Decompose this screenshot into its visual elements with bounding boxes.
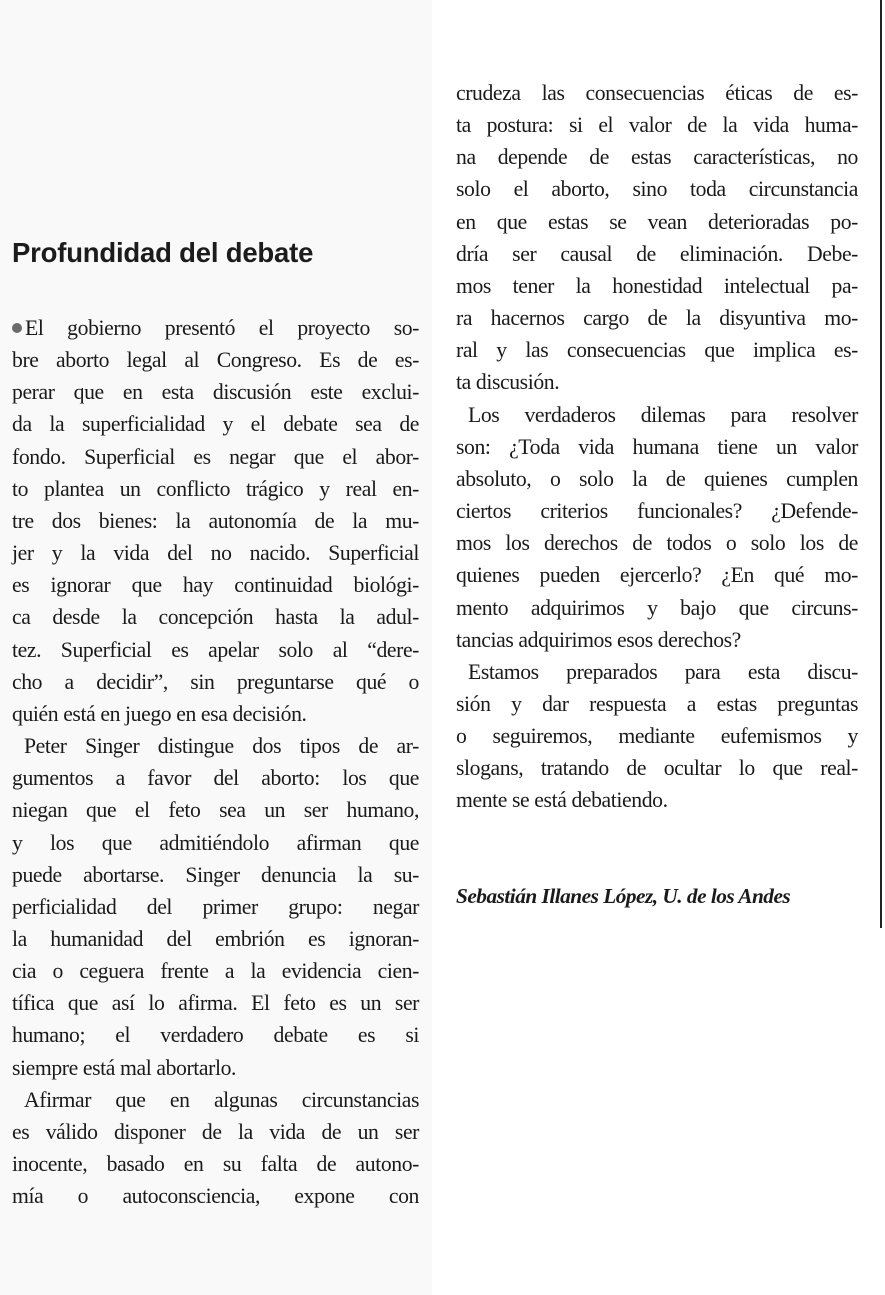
text-line: jer y la vida del no nacido. Superficial	[12, 541, 419, 566]
article-title: Profundidad del debate	[12, 237, 314, 268]
paragraph-3-continued	[456, 77, 858, 399]
text-line: cho a decidir”, sin preguntarse qué o	[12, 669, 419, 694]
text-line: ra hacernos cargo de la disyuntiva mo-	[456, 306, 858, 331]
text-line: es válido disponer de la vida de un ser	[12, 1119, 419, 1144]
text-line: Afirmar que en algunas circunstancias	[24, 1087, 419, 1112]
text-line: sión y dar respuesta a estas preguntas	[456, 691, 858, 716]
text-line: perar que en esta discusión este exclui-	[12, 380, 419, 405]
text-line: son: ¿Toda vida humana tiene un valor	[456, 434, 858, 459]
text-line: tancias adquirimos esos derechos?	[456, 627, 741, 652]
author-signature: Sebastián Illanes López, U. de los Andes	[456, 884, 791, 908]
text-line: es ignorar que hay continuidad biológi-	[12, 573, 419, 598]
text-line: bre aborto legal al Congreso. Es de es-	[12, 348, 419, 373]
text-line: humano; el verdadero debate es si	[12, 1023, 419, 1048]
text-line: to plantea un conflicto trágico y real en-	[12, 476, 419, 501]
text-line: y los que admitiéndolo afirman que	[12, 830, 419, 855]
column-divider	[880, 0, 882, 928]
paragraph-5	[456, 656, 858, 817]
text-line: gumentos a favor del aborto: los que	[12, 766, 419, 791]
text-line: solo el aborto, sino toda circunstancia	[456, 177, 858, 202]
paragraph-1	[12, 312, 419, 730]
text-line: tífica que así lo afirma. El feto es un ser	[12, 991, 419, 1016]
text-line: na depende de estas características, no	[456, 145, 858, 170]
text-line: ca desde la concepción hasta la adul-	[12, 605, 419, 630]
text-line: crudeza las consecuencias éticas de es-	[456, 81, 858, 105]
text-line: mente se está debatiendo.	[456, 788, 668, 813]
text-line: tre dos bienes: la autonomía de la mu-	[12, 508, 419, 533]
paragraph-4	[456, 399, 858, 656]
paragraph-2	[12, 730, 419, 1084]
text-line: puede abortarse. Singer denuncia la su-	[12, 862, 419, 887]
text-line: fondo. Superficial es negar que el abor-	[12, 444, 419, 469]
text-line: siempre está mal abortarlo.	[12, 1055, 237, 1080]
left-column-text	[12, 312, 419, 1212]
text-line: ral y las consecuencias que implica es-	[456, 338, 858, 363]
text-line: slogans, tratando de ocultar lo que real-	[456, 756, 858, 781]
text-line: mos los derechos de todos o solo los de	[456, 531, 858, 556]
text-line: quién está en juego en esa decisión.	[12, 701, 307, 726]
text-line: ciertos criterios funcionales? ¿Defende-	[456, 499, 858, 524]
text-line: dría ser causal de eliminación. Debe-	[456, 241, 858, 266]
text-line: inocente, basado en su falta de autono-	[12, 1152, 419, 1177]
text-line: mía o autoconsciencia, expone con	[12, 1184, 419, 1209]
text-line: niegan que el feto sea un ser humano,	[12, 798, 419, 823]
paragraph-3	[12, 1084, 419, 1213]
text-line: ta postura: si el valor de la vida huma-	[456, 113, 858, 138]
text-line: absoluto, o solo la de quienes cumplen	[456, 466, 858, 491]
text-line: o seguiremos, mediante eufemismos y	[456, 724, 858, 749]
text-line: perficialidad del primer grupo: negar	[12, 894, 419, 919]
text-line: El gobierno presentó el proyecto so-	[12, 312, 419, 344]
text-line: la humanidad del embrión es ignoran-	[12, 926, 419, 951]
text-line: Estamos preparados para esta discu-	[468, 659, 858, 684]
text-line: en que estas se vean deterioradas po-	[456, 209, 858, 234]
text-line: cia o ceguera frente a la evidencia cien-	[12, 959, 419, 984]
text-line: tez. Superficial es apelar solo al “dere-	[12, 637, 419, 662]
text-line: ta discusión.	[456, 370, 560, 395]
text-line: da la superficialidad y el debate sea de	[12, 412, 419, 437]
text-line: Peter Singer distingue dos tipos de ar-	[24, 734, 419, 759]
text-line: mos tener la honestidad intelectual pa-	[456, 273, 858, 298]
text-line: mento adquirimos y bajo que circuns-	[456, 595, 858, 620]
bullet-icon	[12, 323, 22, 333]
text-line: Los verdaderos dilemas para resolver	[468, 402, 858, 427]
text-line: quienes pueden ejercerlo? ¿En qué mo-	[456, 563, 858, 588]
right-column-text	[456, 77, 858, 817]
